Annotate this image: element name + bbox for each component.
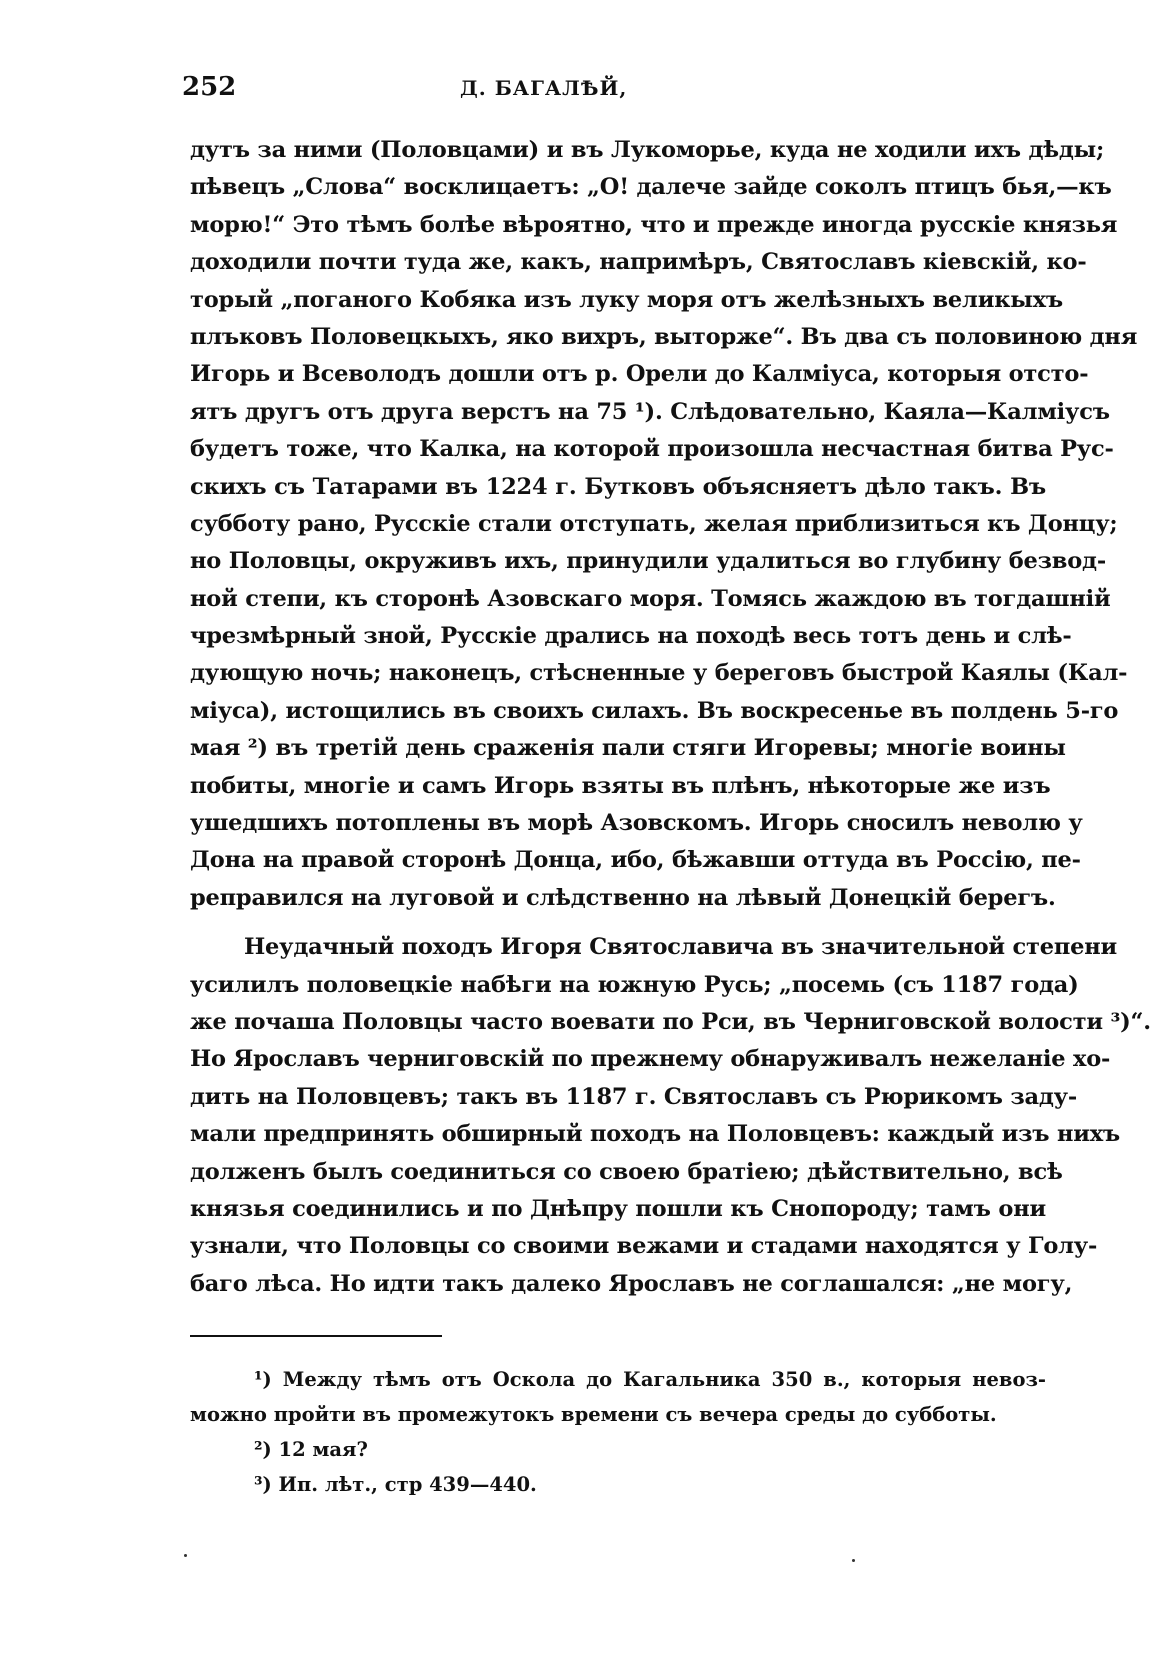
text-line: узнали, что Половцы со своими вежами и стадами находятся у Голу- xyxy=(190,1233,1098,1260)
text-line: Но Ярославъ черниговскій по прежнему обнаруживалъ нежеланіе хо- xyxy=(190,1046,1111,1073)
text-line: плъковъ Половецкыхъ, яко вихръ, выторже“. Въ два съ половиною дня xyxy=(190,323,1138,350)
text-line: князья соединились и по Днѣпру пошли къ Снопороду; тамъ они xyxy=(190,1195,1046,1222)
text-line: торый „поганого Кобяка изъ луку моря отъ желѣзныхъ великыхъ xyxy=(190,286,1063,313)
text-line: дить на Половцевъ; такъ въ 1187 г. Святославъ съ Рюрикомъ заду- xyxy=(190,1083,1077,1110)
page-number: 252 xyxy=(182,72,237,102)
footnote-1-continued: можно пройти въ промежутокъ времени съ вечера среды до субботы. xyxy=(190,1403,997,1426)
text-line: побиты, многіе и самъ Игорь взяты въ плѣнъ, нѣкоторые же изъ xyxy=(190,772,1051,799)
text-line: реправился на луговой и слѣдственно на лѣвый Донецкій берегъ. xyxy=(190,884,1056,911)
main-text xyxy=(190,132,1151,1303)
paragraph-gap xyxy=(190,917,1046,929)
text-line: ной степи, къ сторонѣ Азовскаго моря. Томясь жаждою въ тогдашній xyxy=(190,585,1111,612)
text-line: но Половцы, окруживъ ихъ, принудили удалиться во глубину безвод- xyxy=(190,548,1106,575)
page-header xyxy=(182,72,1062,112)
text-line: чрезмѣрный зной, Русскіе дрались на походѣ весь тотъ день и слѣ- xyxy=(190,623,1072,650)
text-line: дующую ночь; наконецъ, стѣсненные у береговъ быстрой Каялы (Кал- xyxy=(190,660,1128,687)
footnote-2: ²) 12 мая? xyxy=(254,1438,368,1461)
footnote-1: ¹) Между тѣмъ отъ Оскола до Кагальника 350 в., которыя невоз- xyxy=(254,1368,1046,1391)
footnotes xyxy=(190,1362,1046,1502)
text-line: Неудачный походъ Игоря Святославича въ значительной степени xyxy=(244,934,1118,961)
text-line: мая ²) въ третій день сраженія пали стяги Игоревы; многіе воины xyxy=(190,735,1066,762)
text-line: Игорь и Всеволодъ дошли отъ р. Орели до Калміуса, которыя отсто- xyxy=(190,361,1089,388)
text-line: же почаша Половцы часто воевати по Рси, въ Черниговской волости ³)“. xyxy=(190,1008,1151,1035)
text-line: долженъ былъ соединиться со своею братіею; дѣйствительно, всѣ xyxy=(190,1158,1063,1185)
paragraph-2 xyxy=(190,929,1151,1303)
footnote-divider xyxy=(190,1335,442,1337)
text-line: морю!“ Это тѣмъ болѣе вѣроятно, что и прежде иногда русскіе князья xyxy=(190,211,1118,238)
text-line: ушедшихъ потоплены въ морѣ Азовскомъ. Игорь сносилъ неволю у xyxy=(190,810,1083,837)
paragraph-1 xyxy=(190,132,1138,917)
text-line: баго лѣса. Но идти такъ далеко Ярославъ не соглашался: „не могу, xyxy=(190,1270,1073,1297)
text-line: дутъ за ними (Половцами) и въ Лукоморье, куда не ходили ихъ дѣды; xyxy=(190,137,1105,163)
text-line: міуса), истощились въ своихъ силахъ. Въ воскресенье въ полдень 5-го xyxy=(190,697,1119,724)
text-line: доходили почти туда же, какъ, напримѣръ, Святославъ кіевскій, ко- xyxy=(190,249,1087,276)
print-speck xyxy=(852,1559,855,1562)
print-speck xyxy=(184,1554,187,1557)
text-line: Дона на правой сторонѣ Донца, ибо, бѣжавши оттуда въ Россію, пе- xyxy=(190,847,1081,874)
text-line: усилилъ половецкіе набѣги на южную Русь; „посемь (съ 1187 года) xyxy=(190,971,1079,998)
running-title: Д. БАГАЛѢЙ, xyxy=(460,76,628,100)
text-line: скихъ съ Татарами въ 1224 г. Бутковъ объясняетъ дѣло такъ. Въ xyxy=(190,473,1046,500)
text-line: ятъ другъ отъ друга верстъ на 75 ¹). Слѣдовательно, Каяла—Калміусъ xyxy=(190,398,1110,425)
text-line: пѣвецъ „Слова“ восклицаетъ: „О! далече зайде соколъ птицъ бья,—къ xyxy=(190,174,1112,201)
text-line: субботу рано, Русскіе стали отступать, желая приблизиться къ Донцу; xyxy=(190,510,1118,537)
text-line: будетъ тоже, что Калка, на которой произошла несчастная битва Рус- xyxy=(190,436,1114,463)
footnote-3: ³) Ип. лѣт., стр 439—440. xyxy=(254,1473,537,1496)
text-line: мали предпринять обширный походъ на Половцевъ: каждый изъ нихъ xyxy=(190,1121,1120,1148)
